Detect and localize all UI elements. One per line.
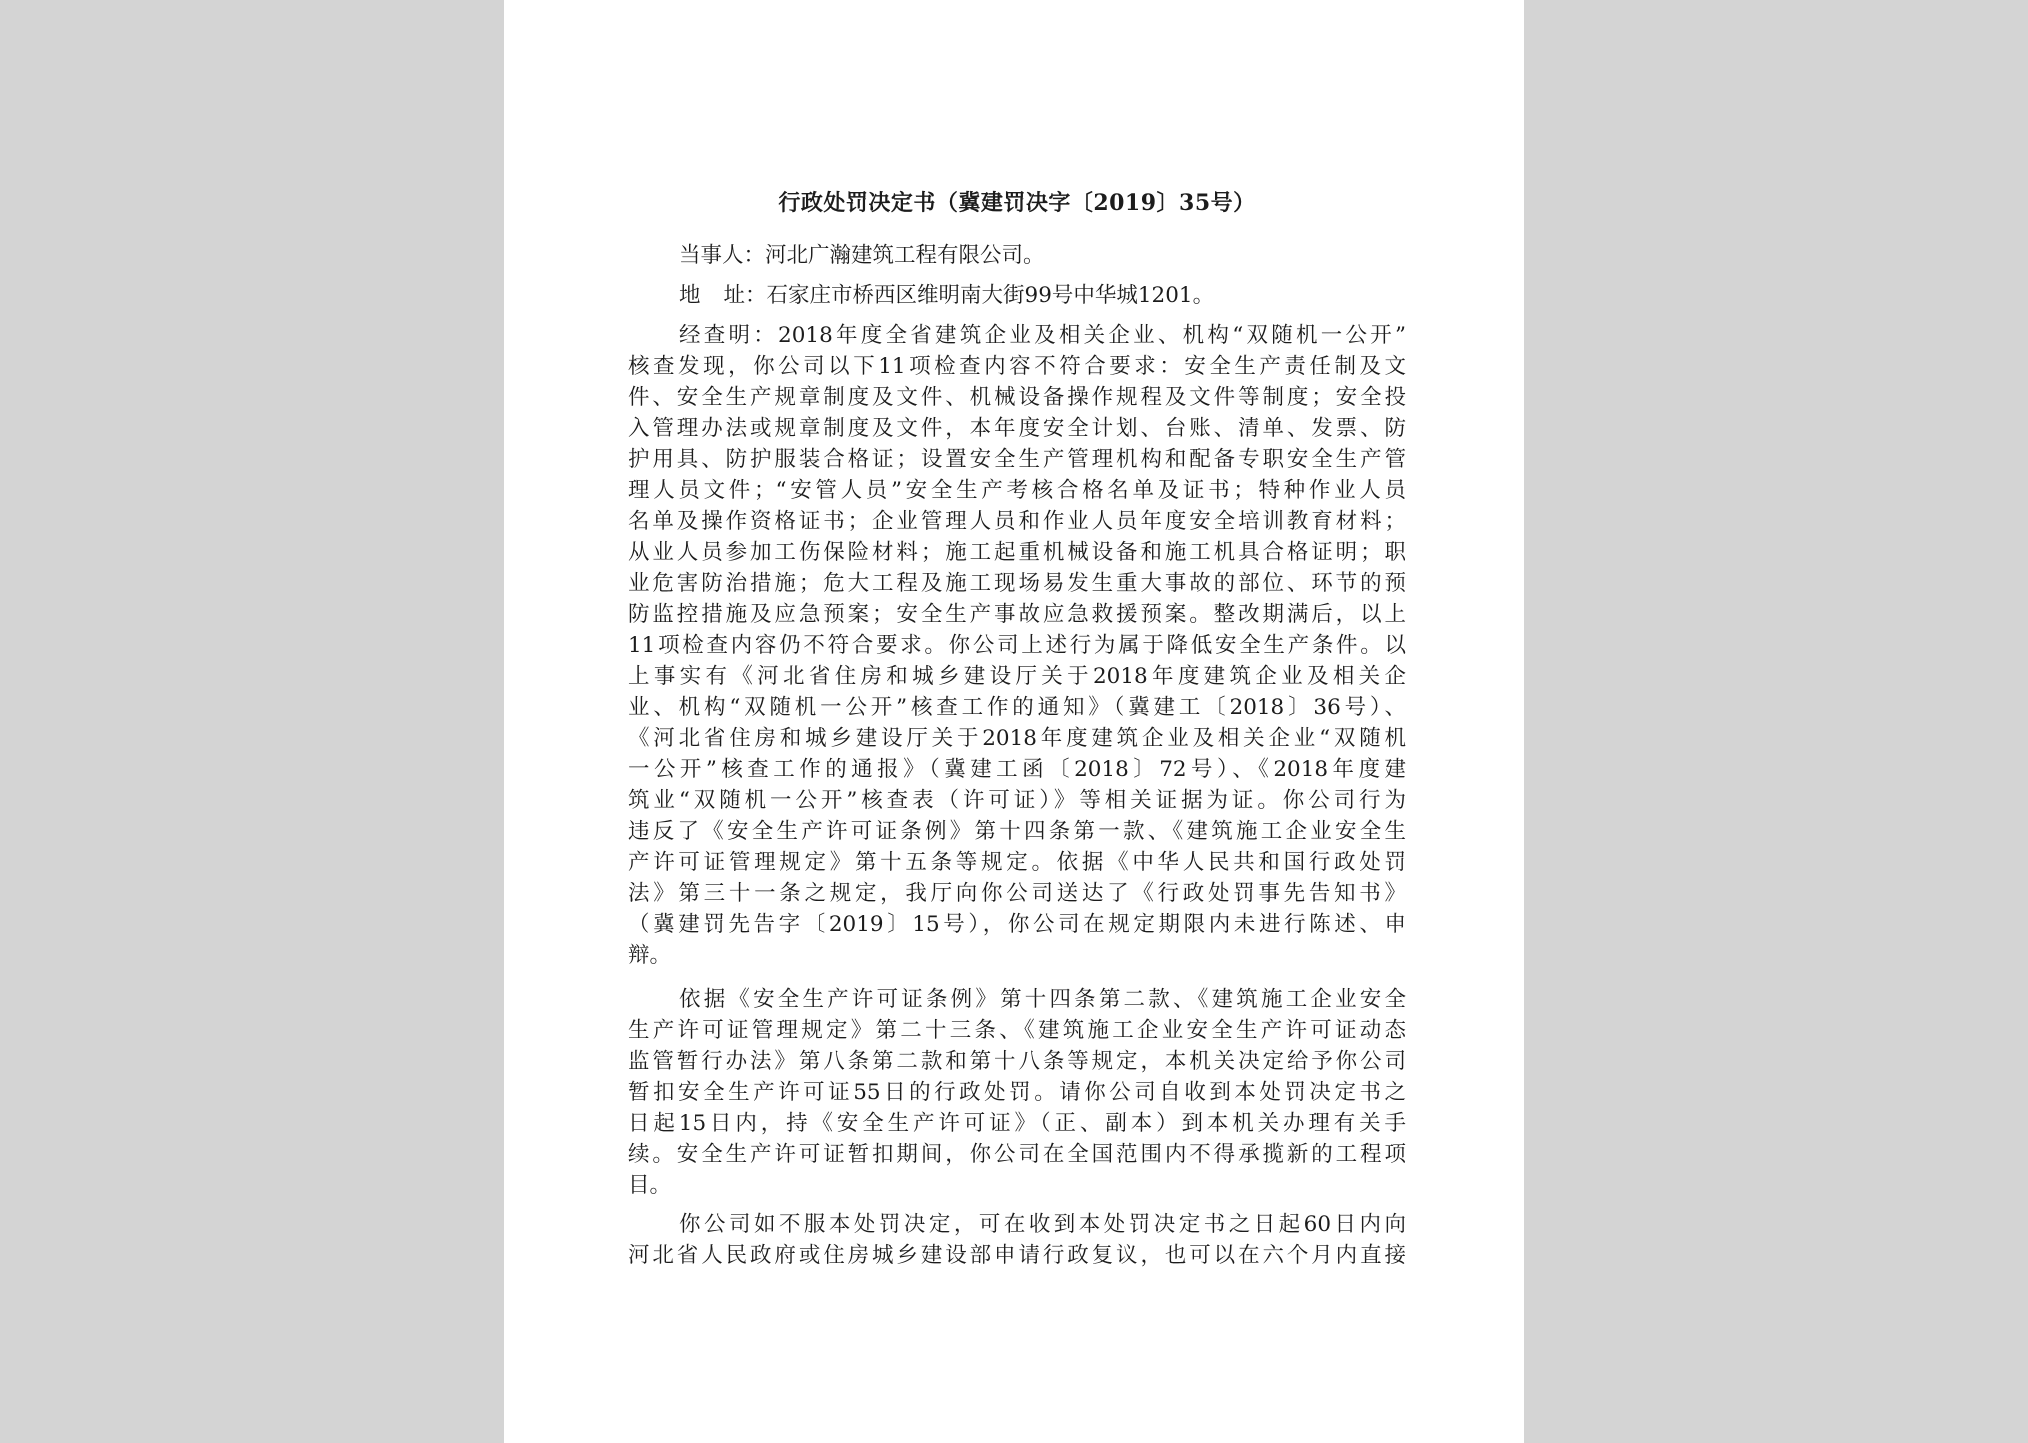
paragraph-line: 辩。 bbox=[628, 943, 672, 968]
paragraph-line: 违反了《安全生产许可证条例》第十四条第一款、《建筑施工企业安全生 bbox=[628, 819, 1406, 844]
document-title: 行政处罚决定书（冀建罚决字〔2019〕35号） bbox=[778, 190, 1256, 216]
paragraph-line: 依据《安全生产许可证条例》第十四条第二款、《建筑施工企业安全 bbox=[679, 987, 1406, 1012]
address-separator: ： bbox=[745, 283, 767, 308]
paragraph-line: 日起15日内，持《安全生产许可证》（正、副本）到本机关办理有关手 bbox=[628, 1111, 1406, 1136]
party-line bbox=[679, 240, 1406, 271]
paragraph-line: 件、安全生产规章制度及文件、机械设备操作规程及文件等制度；安全投 bbox=[628, 385, 1406, 410]
paragraph-line: 目。 bbox=[628, 1173, 672, 1198]
paragraph-line: 筑业“双随机一公开”核查表（许可证）》等相关证据为证。你公司行为 bbox=[628, 788, 1406, 813]
paragraph-line: 暂扣安全生产许可证55日的行政处罚。请你公司自收到本处罚决定书之 bbox=[628, 1080, 1406, 1105]
paragraph-line: 护用具、防护服装合格证；设置安全生产管理机构和配备专职安全生产管 bbox=[628, 447, 1406, 472]
paragraph-line: 一公开”核查工作的通报》（冀建工函〔2018〕72号）、《2018年度建 bbox=[628, 757, 1406, 782]
paragraph-line: 产许可证管理规定》第十五条等规定。依据《中华人民共和国行政处罚 bbox=[628, 850, 1406, 875]
paragraph-line: 从业人员参加工伤保险材料；施工起重机械设备和施工机具合格证明；职 bbox=[628, 540, 1406, 565]
paragraph-line: 入管理办法或规章制度及文件，本年度安全计划、台账、清单、发票、防 bbox=[628, 416, 1406, 441]
address-value: 石家庄市桥西区维明南大街99号中华城1201。 bbox=[766, 283, 1215, 308]
paragraph-line: 核查发现，你公司以下11项检查内容不符合要求：安全生产责任制及文 bbox=[628, 354, 1406, 379]
paragraph-line: 防监控措施及应急预案；安全生产事故应急救援预案。整改期满后，以上 bbox=[628, 602, 1406, 627]
address-label: 地 址 bbox=[679, 283, 745, 308]
paragraph-line: 监管暂行办法》第八条第二款和第十八条等规定，本机关决定给予你公司 bbox=[628, 1049, 1406, 1074]
paragraph-line: 河北省人民政府或住房城乡建设部申请行政复议，也可以在六个月内直接 bbox=[628, 1243, 1406, 1268]
paragraph-line: 11项检查内容仍不符合要求。你公司上述行为属于降低安全生产条件。以 bbox=[628, 633, 1406, 658]
paragraph-line: 法》第三十一条之规定，我厅向你公司送达了《行政处罚事先告知书》 bbox=[628, 881, 1406, 906]
paragraph-line: （冀建罚先告字〔2019〕15号），你公司在规定期限内未进行陈述、申 bbox=[628, 912, 1406, 937]
party-label: 当事人： bbox=[679, 243, 766, 268]
paragraph-line: 《河北省住房和城乡建设厅关于2018年度建筑企业及相关企业“双随机 bbox=[628, 726, 1406, 751]
paragraph-line: 名单及操作资格证书；企业管理人员和作业人员年度安全培训教育材料； bbox=[628, 509, 1406, 534]
paragraph-line: 业危害防治措施；危大工程及施工现场易发生重大事故的部位、环节的预 bbox=[628, 571, 1406, 596]
paragraph-line: 生产许可证管理规定》第二十三条、《建筑施工企业安全生产许可证动态 bbox=[628, 1018, 1406, 1043]
paragraph-line: 业、机构“双随机一公开”核查工作的通知》（冀建工〔2018〕36号）、 bbox=[628, 695, 1406, 720]
paragraph-line: 理人员文件；“安管人员”安全生产考核合格名单及证书；特种作业人员 bbox=[628, 478, 1406, 503]
paragraph-line: 经查明：2018年度全省建筑企业及相关企业、机构“双随机一公开” bbox=[679, 323, 1406, 348]
party-name: 河北广瀚建筑工程有限公司。 bbox=[765, 243, 1045, 268]
paragraph-line: 上事实有《河北省住房和城乡建设厅关于2018年度建筑企业及相关企 bbox=[628, 664, 1406, 689]
document-page bbox=[504, 0, 1524, 1443]
paragraph-line: 你公司如不服本处罚决定，可在收到本处罚决定书之日起60日内向 bbox=[679, 1212, 1406, 1237]
address-line bbox=[679, 280, 1406, 311]
paragraph-line: 续。安全生产许可证暂扣期间，你公司在全国范围内不得承揽新的工程项 bbox=[628, 1142, 1406, 1167]
